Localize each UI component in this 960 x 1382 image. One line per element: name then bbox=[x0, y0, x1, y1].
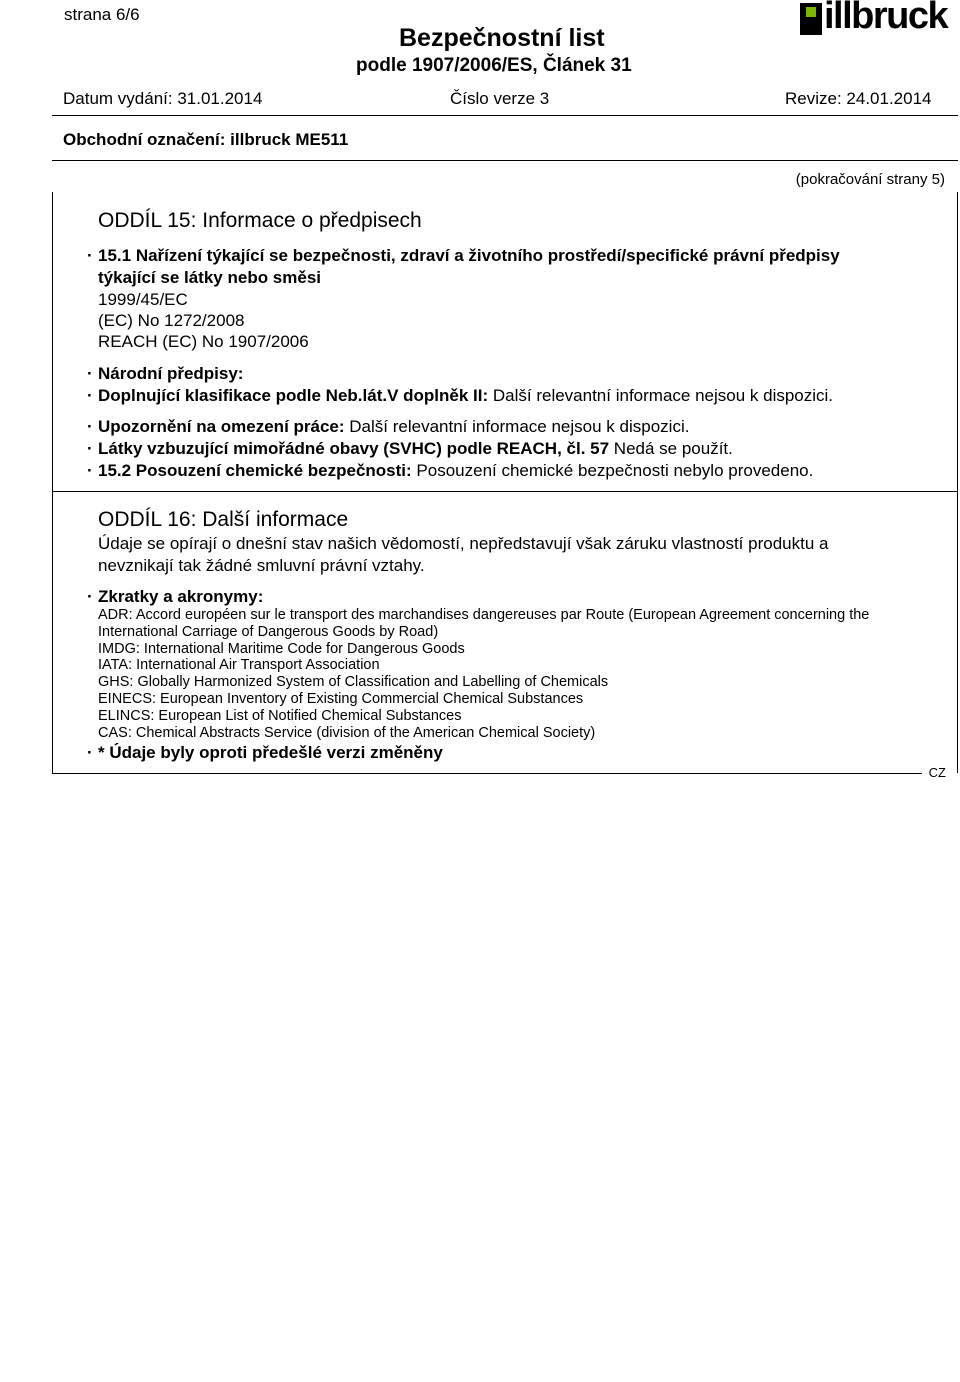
section16-right-border bbox=[957, 491, 958, 773]
logo-mark-icon bbox=[800, 3, 822, 35]
section16-bottom-rule bbox=[52, 773, 922, 774]
abbreviation-item: CAS: Chemical Abstracts Service (division of the American Chemical Society) bbox=[98, 725, 596, 741]
regulation-item: (EC) No 1272/2008 bbox=[98, 311, 245, 330]
header-rule bbox=[52, 115, 958, 116]
document-title: Bezpečnostní list bbox=[399, 24, 605, 52]
illbruck-logo bbox=[800, 0, 960, 41]
abbreviation-item: GHS: Globally Harmonized System of Classification and Labelling of Chemicals bbox=[98, 674, 609, 690]
trade-rule bbox=[52, 160, 958, 161]
document-subtitle: podle 1907/2006/ES, Článek 31 bbox=[356, 55, 632, 76]
page-number: strana 6/6 bbox=[64, 5, 140, 24]
national-regs-label: Národní předpisy: bbox=[98, 364, 244, 383]
abbreviation-item: IATA: International Air Transport Association bbox=[98, 657, 380, 673]
regulation-item: REACH (EC) No 1907/2006 bbox=[98, 332, 309, 351]
section15-left-border bbox=[52, 192, 53, 491]
disclaimer-text-cont: nevznikají tak žádné smluvní právní vztahy. bbox=[98, 556, 425, 575]
abbreviation-item: IMDG: International Maritime Code for Dangerous Goods bbox=[98, 641, 465, 657]
logo-text: illbruck bbox=[824, 0, 948, 37]
abbreviation-item: ADR: Accord européen sur le transport des marchandises dangereuses par Route (European Agreement concerning the bbox=[98, 607, 870, 623]
abbreviation-item: International Carriage of Dangerous Goods by Road) bbox=[98, 624, 439, 640]
disclaimer-text: Údaje se opírají o dnešní stav našich vědomostí, nepředstavují však záruku vlastností produktu a bbox=[98, 534, 829, 553]
section15-bottom-rule bbox=[52, 491, 958, 492]
changes-note: * Údaje byly oproti předešlé verzi změněny bbox=[98, 743, 443, 762]
trade-name: Obchodní označení: illbruck ME511 bbox=[63, 130, 349, 149]
country-code: CZ bbox=[928, 765, 946, 780]
s151-heading-cont: týkající se látky nebo směsi bbox=[98, 268, 322, 287]
abbreviations-label: Zkratky a akronymy: bbox=[98, 587, 264, 606]
issue-date: Datum vydání: 31.01.2014 bbox=[63, 89, 263, 108]
abbreviation-item: ELINCS: European List of Notified Chemical Substances bbox=[98, 708, 462, 724]
chemical-safety-assessment: 15.2 Posouzení chemické bezpečnosti: Posouzení chemické bezpečnosti nebylo provedeno. bbox=[98, 461, 814, 480]
regulation-item: 1999/45/EC bbox=[98, 290, 188, 309]
s151-heading: 15.1 Nařízení týkající se bezpečnosti, zdraví a životního prostředí/specifické právní předpisy bbox=[98, 246, 840, 265]
svhc-substances: Látky vzbuzující mimořádné obavy (SVHC) podle REACH, čl. 57 Nedá se použít. bbox=[98, 439, 733, 458]
section15-right-border bbox=[957, 192, 958, 491]
abbreviation-item: EINECS: European Inventory of Existing Commercial Chemical Substances bbox=[98, 691, 584, 707]
revision-date: Revize: 24.01.2014 bbox=[785, 89, 932, 108]
continuation-note: (pokračování strany 5) bbox=[795, 171, 945, 188]
section15-title: ODDÍL 15: Informace o předpisech bbox=[98, 209, 422, 232]
section16-title: ODDÍL 16: Další informace bbox=[98, 508, 349, 531]
version-number: Číslo verze 3 bbox=[450, 89, 550, 108]
section16-left-border bbox=[52, 491, 53, 773]
supplementary-classification: Doplnující klasifikace podle Neb.lát.V doplněk II: Další relevantní informace nejsou k dispozici. bbox=[98, 386, 834, 405]
work-restrictions: Upozornění na omezení práce: Další relevantní informace nejsou k dispozici. bbox=[98, 417, 690, 436]
